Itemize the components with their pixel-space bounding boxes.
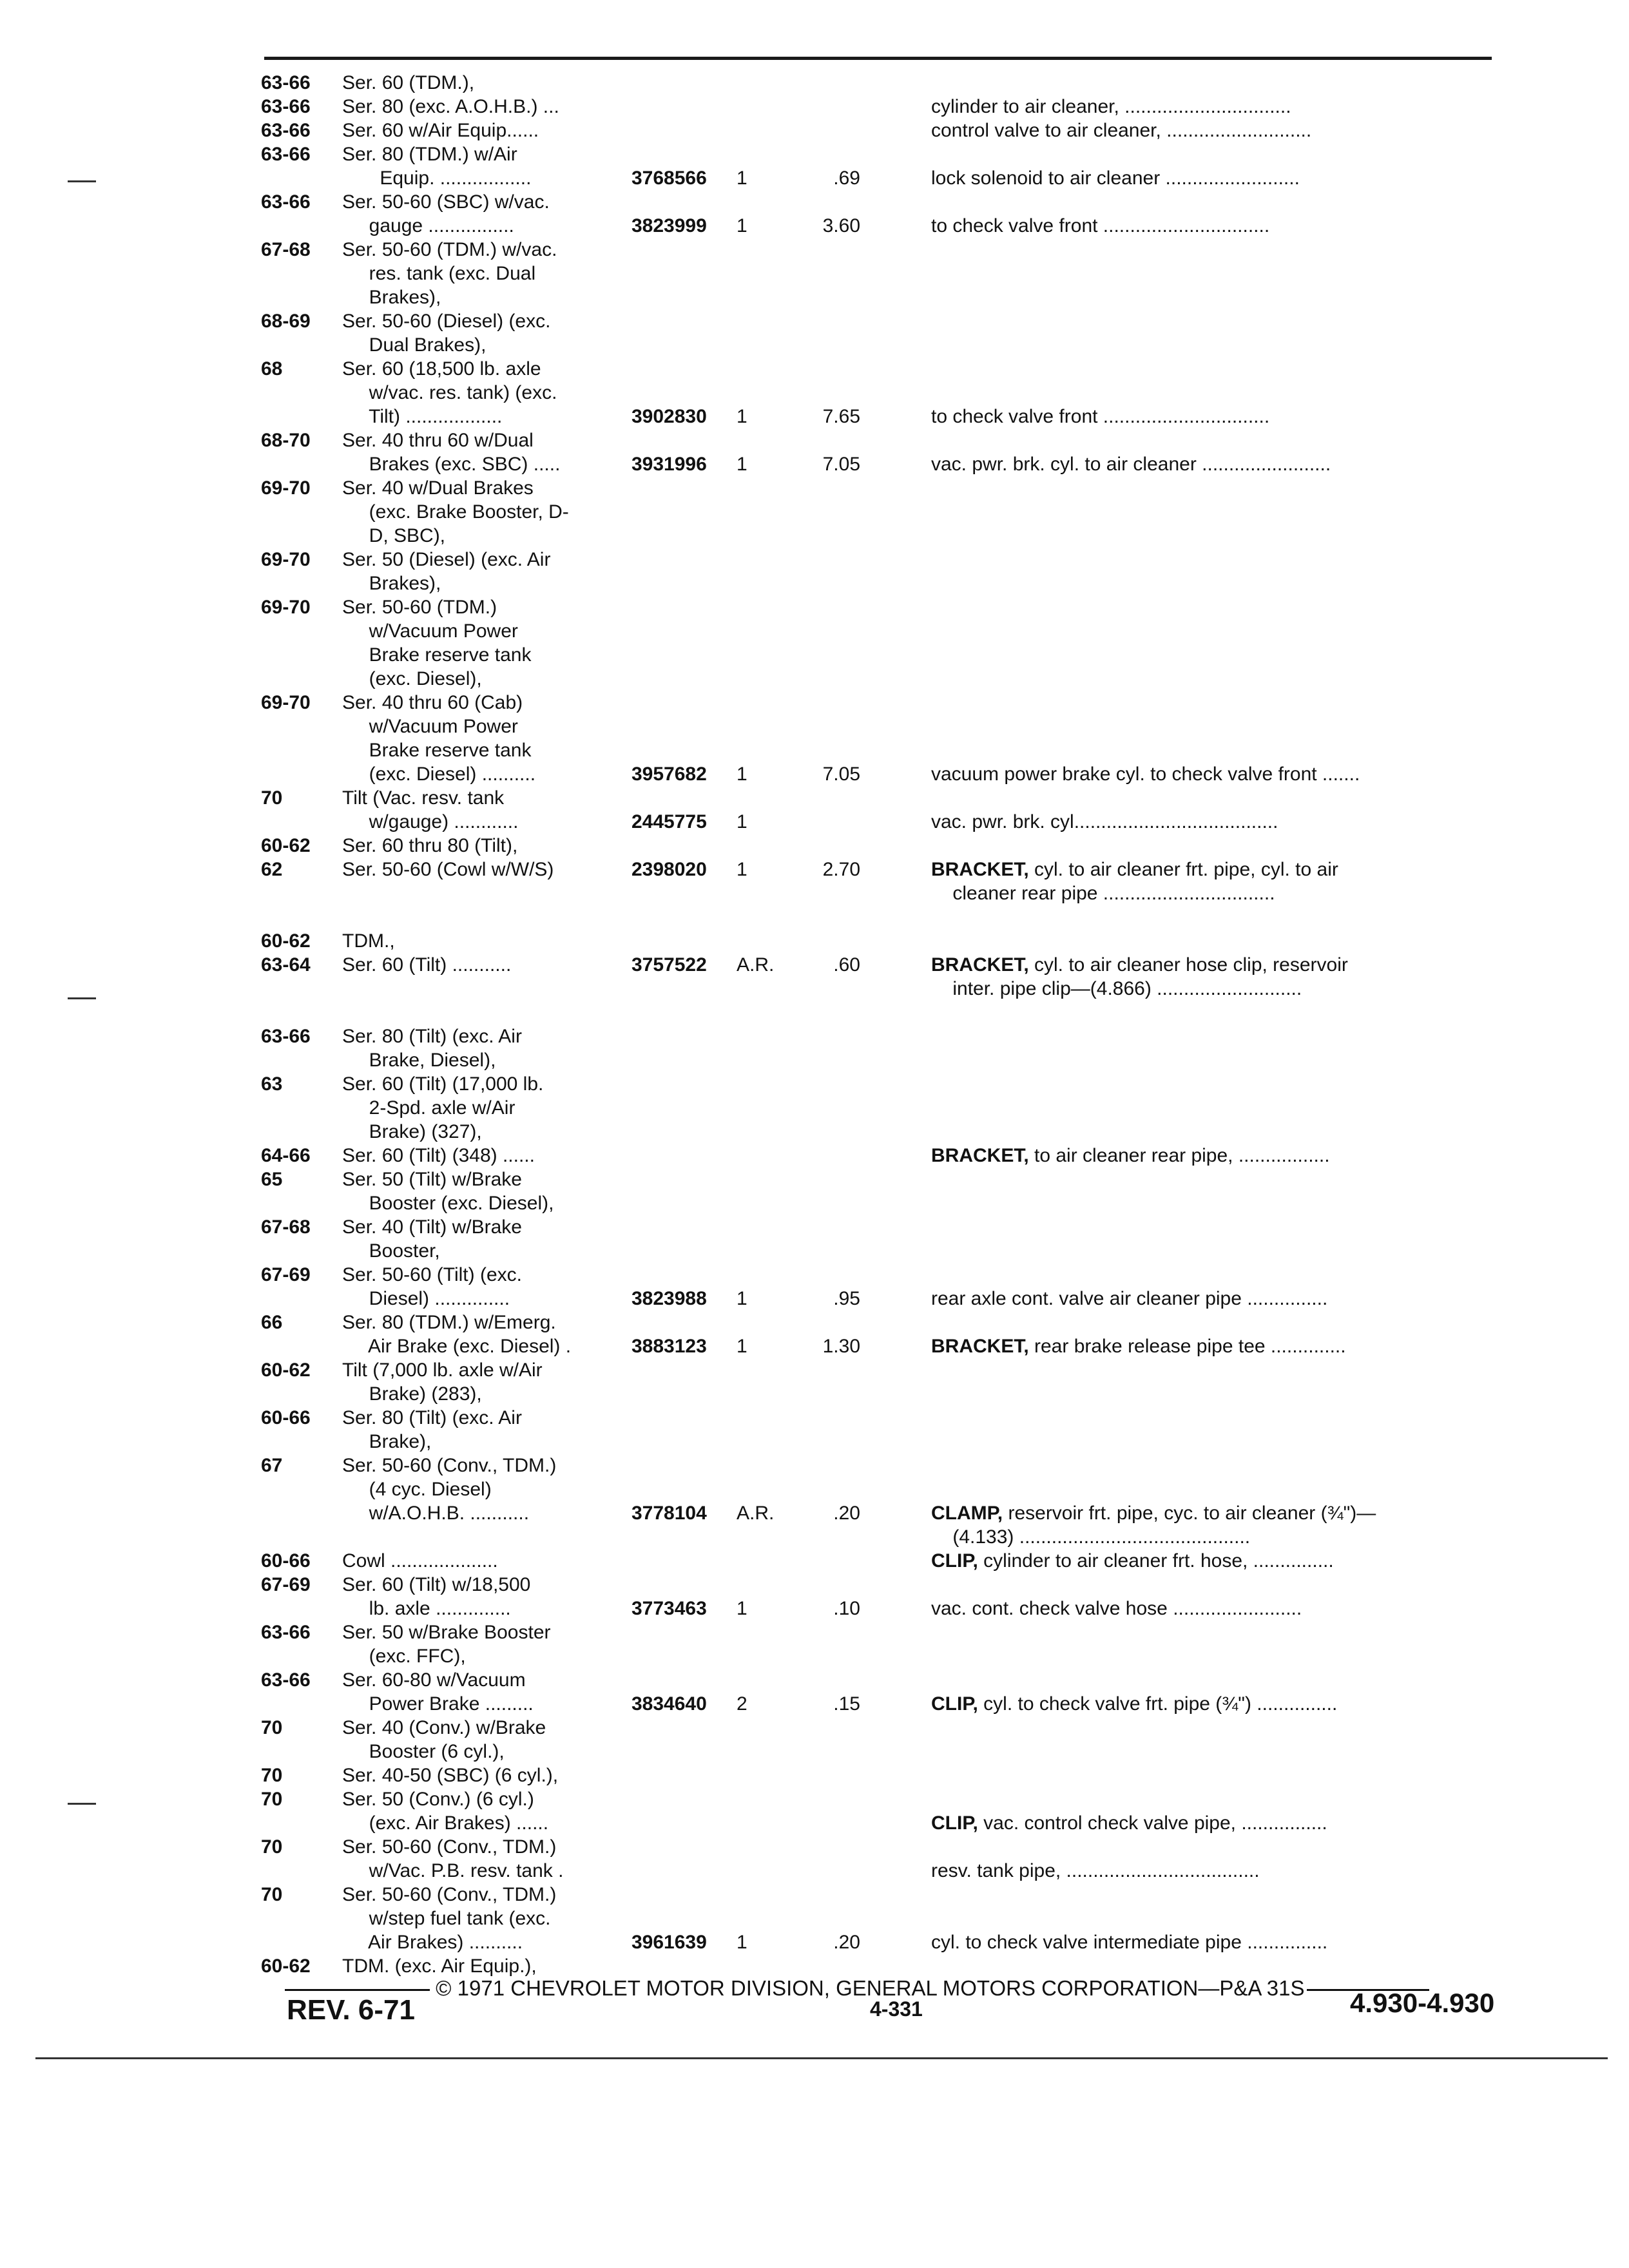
part-description <box>931 858 1521 881</box>
margin-mark <box>68 997 96 999</box>
table-row <box>261 810 1521 834</box>
model-description: Equip. ................. <box>342 168 532 189</box>
part-name: CLIP, <box>931 1812 978 1834</box>
model-description: Brake reserve tank <box>342 740 532 761</box>
part-description <box>931 1811 1521 1835</box>
model-year: 63-66 <box>261 1622 311 1643</box>
part-description-text: reservoir frt. pipe, cyc. to air cleaner (¾")— <box>1003 1503 1376 1524</box>
table-row <box>261 929 1521 953</box>
part-description-text: cyl. to check valve intermediate pipe ............... <box>931 1932 1328 1953</box>
table-row <box>261 476 1521 500</box>
part-name: CLIP, <box>931 1693 978 1715</box>
table-row <box>261 548 1521 572</box>
part-description-text: control valve to air cleaner, ........................... <box>931 120 1312 141</box>
table-row <box>261 262 1521 285</box>
model-year: 70 <box>261 1789 283 1810</box>
part-description-text: rear brake release pipe tee .............. <box>1028 1336 1346 1357</box>
price: .20 <box>833 1932 860 1953</box>
part-description-text: cleaner rear pipe ................................ <box>931 883 1275 904</box>
part-description <box>931 1501 1521 1525</box>
price: .60 <box>833 954 860 975</box>
part-description-text: vac. cont. check valve hose ........................ <box>931 1598 1302 1619</box>
part-description <box>931 1287 1521 1311</box>
part-description <box>931 405 1521 428</box>
margin-mark <box>68 1803 96 1805</box>
model-year: 63-66 <box>261 191 311 213</box>
parts-table <box>261 71 1521 1978</box>
part-number: 2398020 <box>631 859 707 880</box>
price: 7.05 <box>822 764 860 785</box>
part-number: 3957682 <box>631 764 707 785</box>
table-row <box>261 1024 1521 1048</box>
part-description <box>931 881 1521 905</box>
model-year: 69-70 <box>261 549 311 570</box>
table-row <box>261 1859 1521 1883</box>
model-description: w/Vacuum Power <box>342 620 518 642</box>
part-name: BRACKET, <box>931 954 1029 975</box>
table-row <box>261 1597 1521 1620</box>
model-year: 70 <box>261 1836 283 1858</box>
part-number: 3778104 <box>631 1503 707 1524</box>
price: .15 <box>833 1693 860 1715</box>
price: 1.30 <box>822 1336 860 1357</box>
model-description: Ser. 80 (exc. A.O.H.B.) ... <box>342 96 559 117</box>
part-description <box>931 1930 1521 1954</box>
model-year: 63-66 <box>261 144 311 165</box>
part-number: 3757522 <box>631 954 707 975</box>
model-year: 68 <box>261 358 283 380</box>
model-description: Ser. 60 (Tilt) (17,000 lb. <box>342 1073 544 1095</box>
part-description-text: to air cleaner rear pipe, ................. <box>1028 1145 1330 1166</box>
model-description: Ser. 50-60 (TDM.) <box>342 597 497 618</box>
table-row <box>261 309 1521 333</box>
model-year: 65 <box>261 1169 283 1190</box>
model-description: Ser. 80 (TDM.) w/Emerg. <box>342 1312 556 1333</box>
part-description-text: vac. control check valve pipe, ................ <box>978 1812 1327 1834</box>
table-row <box>261 524 1521 548</box>
part-name: BRACKET, <box>931 859 1029 880</box>
table-row <box>261 1406 1521 1430</box>
part-number: 3773463 <box>631 1598 707 1619</box>
model-description: Ser. 50-60 (Tilt) (exc. <box>342 1264 522 1285</box>
table-row <box>261 858 1521 881</box>
table-row <box>261 691 1521 715</box>
table-row <box>261 381 1521 405</box>
table-row <box>261 1644 1521 1668</box>
model-year: 60-62 <box>261 930 311 952</box>
model-year: 67-68 <box>261 1216 311 1238</box>
model-year: 60-62 <box>261 835 311 856</box>
quantity: 1 <box>737 454 747 475</box>
part-description-text: vacuum power brake cyl. to check valve front ....... <box>931 764 1360 785</box>
model-year: 63 <box>261 1073 283 1095</box>
table-row <box>261 643 1521 667</box>
part-number: 3883123 <box>631 1336 707 1357</box>
table-row <box>261 1740 1521 1763</box>
model-year: 63-66 <box>261 96 311 117</box>
model-year: 63-66 <box>261 1669 311 1691</box>
model-year: 63-66 <box>261 72 311 93</box>
quantity: A.R. <box>737 1503 775 1524</box>
table-row <box>261 619 1521 643</box>
model-year: 62 <box>261 859 283 880</box>
model-description: Booster (6 cyl.), <box>342 1741 505 1762</box>
model-description: Ser. 50 w/Brake Booster <box>342 1622 551 1643</box>
model-year: 63-66 <box>261 120 311 141</box>
part-name: CLAMP, <box>931 1503 1003 1524</box>
table-row <box>261 905 1521 929</box>
part-description <box>931 1144 1521 1168</box>
table-row <box>261 166 1521 190</box>
model-description: Ser. 60 w/Air Equip...... <box>342 120 539 141</box>
quantity: 1 <box>737 1598 747 1619</box>
model-year: 68-70 <box>261 430 311 451</box>
table-row <box>261 1430 1521 1454</box>
model-description: Brake reserve tank <box>342 644 532 666</box>
model-description: Air Brake (exc. Diesel) . <box>342 1336 572 1357</box>
price: 3.60 <box>822 215 860 236</box>
table-row <box>261 1763 1521 1787</box>
model-description: (exc. Air Brakes) ...... <box>342 1812 549 1834</box>
table-row <box>261 1692 1521 1716</box>
part-description-text: inter. pipe clip—(4.866) ........................... <box>931 978 1302 999</box>
table-row <box>261 1668 1521 1692</box>
price: 7.05 <box>822 454 860 475</box>
bottom-rule <box>35 2057 1608 2059</box>
table-row <box>261 71 1521 95</box>
model-year: 70 <box>261 1765 283 1786</box>
model-description: Ser. 50-60 (SBC) w/vac. <box>342 191 550 213</box>
table-row <box>261 595 1521 619</box>
model-year: 70 <box>261 1884 283 1905</box>
quantity: 1 <box>737 168 747 189</box>
quantity: 1 <box>737 215 747 236</box>
model-description: (exc. FFC), <box>342 1646 466 1667</box>
part-description <box>931 95 1521 119</box>
model-description: Ser. 40-50 (SBC) (6 cyl.), <box>342 1765 559 1786</box>
table-row <box>261 1620 1521 1644</box>
table-row <box>261 190 1521 214</box>
table-row <box>261 428 1521 452</box>
model-description: Ser. 50-60 (TDM.) w/vac. <box>342 239 557 260</box>
table-row <box>261 214 1521 238</box>
table-row <box>261 119 1521 142</box>
table-row <box>261 1215 1521 1239</box>
table-row <box>261 357 1521 381</box>
table-row <box>261 1835 1521 1859</box>
table-row <box>261 715 1521 738</box>
model-description: Ser. 50 (Conv.) (6 cyl.) <box>342 1789 534 1810</box>
part-description-text: cyl. to air cleaner hose clip, reservoir <box>1028 954 1348 975</box>
model-year: 67-69 <box>261 1574 311 1595</box>
model-description: 2-Spd. axle w/Air <box>342 1097 516 1119</box>
model-description: Ser. 50-60 (Conv., TDM.) <box>342 1455 557 1476</box>
model-description: Tilt (7,000 lb. axle w/Air <box>342 1360 543 1381</box>
table-row <box>261 452 1521 476</box>
model-description: w/gauge) ............ <box>342 811 519 832</box>
table-row <box>261 1930 1521 1954</box>
model-year: 70 <box>261 787 283 809</box>
part-number: 3931996 <box>631 454 707 475</box>
table-row <box>261 1287 1521 1311</box>
table-row <box>261 405 1521 428</box>
model-description: TDM., <box>342 930 395 952</box>
table-row <box>261 500 1521 524</box>
price: .69 <box>833 168 860 189</box>
table-row <box>261 238 1521 262</box>
model-description: (4 cyc. Diesel) <box>342 1479 492 1500</box>
model-description: Ser. 60 (Tilt) ........... <box>342 954 512 975</box>
model-description: Ser. 50 (Diesel) (exc. Air <box>342 549 551 570</box>
part-description <box>931 1334 1521 1358</box>
quantity: A.R. <box>737 954 775 975</box>
part-name: CLIP, <box>931 1550 978 1571</box>
part-number: 2445775 <box>631 811 707 832</box>
part-description-text: resv. tank pipe, .................................... <box>931 1860 1260 1881</box>
model-description: Tilt (Vac. resv. tank <box>342 787 505 809</box>
quantity: 1 <box>737 1336 747 1357</box>
model-description: Ser. 40 (Conv.) w/Brake <box>342 1717 546 1738</box>
part-description <box>931 953 1521 977</box>
revision-label: REV. 6-71 <box>287 1994 415 2026</box>
model-description: Ser. 60-80 w/Vacuum <box>342 1669 526 1691</box>
table-row <box>261 1263 1521 1287</box>
table-row <box>261 95 1521 119</box>
price: .95 <box>833 1288 860 1309</box>
table-row <box>261 1716 1521 1740</box>
model-description: Air Brakes) .......... <box>342 1932 523 1953</box>
model-description: w/vac. res. tank) (exc. <box>342 382 557 403</box>
part-description-text: vac. pwr. brk. cyl...................................... <box>931 811 1278 832</box>
copyright-line <box>285 1976 1429 2001</box>
part-description-text: (4.133) ........................................... <box>931 1526 1251 1548</box>
model-description: (exc. Diesel) .......... <box>342 764 536 785</box>
model-description: Ser. 60 thru 80 (Tilt), <box>342 835 518 856</box>
model-description: Ser. 60 (TDM.), <box>342 72 475 93</box>
table-row <box>261 285 1521 309</box>
table-row <box>261 834 1521 858</box>
part-description-text: lock solenoid to air cleaner ......................... <box>931 168 1300 189</box>
model-description: Dual Brakes), <box>342 334 487 356</box>
part-description <box>931 214 1521 238</box>
model-description: w/step fuel tank (exc. <box>342 1908 551 1929</box>
table-row <box>261 1048 1521 1072</box>
model-description: Brake) (327), <box>342 1121 482 1142</box>
model-year: 63-66 <box>261 1026 311 1047</box>
section-number: 4.930-4.930 <box>1350 1988 1495 2018</box>
model-year: 60-62 <box>261 1360 311 1381</box>
part-number: 3961639 <box>631 1932 707 1953</box>
part-description <box>931 1597 1521 1620</box>
table-row <box>261 1072 1521 1096</box>
quantity: 1 <box>737 1288 747 1309</box>
part-description <box>931 1692 1521 1716</box>
part-description <box>931 1525 1521 1549</box>
table-row <box>261 1311 1521 1334</box>
margin-mark <box>68 180 96 182</box>
page-number: 4-331 <box>870 1997 923 2021</box>
price: .20 <box>833 1503 860 1524</box>
part-description <box>931 977 1521 1001</box>
quantity: 2 <box>737 1693 747 1715</box>
model-description: Diesel) .............. <box>342 1288 510 1309</box>
model-description: Ser. 80 (Tilt) (exc. Air <box>342 1026 522 1047</box>
model-description: Brake) (283), <box>342 1383 482 1405</box>
model-description: w/Vacuum Power <box>342 716 518 737</box>
part-name: BRACKET, <box>931 1336 1029 1357</box>
model-description: Ser. 40 w/Dual Brakes <box>342 477 534 499</box>
model-description: D, SBC), <box>342 525 446 546</box>
table-row <box>261 738 1521 762</box>
price: .10 <box>833 1598 860 1619</box>
part-number: 3902830 <box>631 406 707 427</box>
part-description-text: cyl. to air cleaner frt. pipe, cyl. to air <box>1028 859 1338 880</box>
table-row <box>261 786 1521 810</box>
quantity: 1 <box>737 1932 747 1953</box>
model-description: Ser. 80 (Tilt) (exc. Air <box>342 1407 522 1428</box>
model-year: 60-62 <box>261 1956 311 1977</box>
table-row <box>261 1811 1521 1835</box>
part-description <box>931 452 1521 476</box>
model-description: Ser. 50-60 (Cowl w/W/S) <box>342 859 554 880</box>
model-description: Ser. 40 (Tilt) w/Brake <box>342 1216 522 1238</box>
part-description <box>931 1549 1521 1573</box>
price: 2.70 <box>822 859 860 880</box>
copyright-text: © 1971 CHEVROLET MOTOR DIVISION, GENERAL MOTORS CORPORATION—P&A 31S <box>436 1976 1305 2000</box>
model-year: 66 <box>261 1312 283 1333</box>
table-row <box>261 1239 1521 1263</box>
table-row <box>261 953 1521 977</box>
model-year: 69-70 <box>261 477 311 499</box>
table-row <box>261 572 1521 595</box>
table-row <box>261 142 1521 166</box>
part-description <box>931 1859 1521 1883</box>
part-description <box>931 119 1521 142</box>
model-description: Brakes (exc. SBC) ..... <box>342 454 561 475</box>
model-description: Brake), <box>342 1431 432 1452</box>
model-year: 68-69 <box>261 311 311 332</box>
table-row <box>261 1573 1521 1597</box>
table-row <box>261 1358 1521 1382</box>
model-year: 69-70 <box>261 692 311 713</box>
model-description: Ser. 40 thru 60 w/Dual <box>342 430 534 451</box>
model-year: 67 <box>261 1455 283 1476</box>
part-description-text: cylinder to air cleaner, ............................... <box>931 96 1291 117</box>
table-row <box>261 1382 1521 1406</box>
quantity: 1 <box>737 764 747 785</box>
model-description: w/Vac. P.B. resv. tank . <box>342 1860 564 1881</box>
model-description: Ser. 60 (Tilt) (348) ...... <box>342 1145 535 1166</box>
table-row <box>261 1954 1521 1978</box>
model-description: Brake, Diesel), <box>342 1050 496 1071</box>
model-description: TDM. (exc. Air Equip.), <box>342 1956 537 1977</box>
model-description: Brakes), <box>342 287 441 308</box>
model-year: 64-66 <box>261 1145 311 1166</box>
model-description: res. tank (exc. Dual <box>342 263 536 284</box>
model-year: 67-68 <box>261 239 311 260</box>
model-year: 60-66 <box>261 1550 311 1571</box>
model-description: Booster, <box>342 1240 440 1262</box>
model-description: Ser. 60 (Tilt) w/18,500 <box>342 1574 531 1595</box>
model-description: Ser. 40 thru 60 (Cab) <box>342 692 523 713</box>
model-description: Ser. 60 (18,500 lb. axle <box>342 358 541 380</box>
part-description-text: cylinder to air cleaner frt. hose, ............... <box>978 1550 1334 1571</box>
table-row <box>261 1120 1521 1144</box>
model-description: w/A.O.H.B. ........... <box>342 1503 530 1524</box>
model-description: lb. axle .............. <box>342 1598 511 1619</box>
table-row <box>261 1096 1521 1120</box>
quantity: 1 <box>737 859 747 880</box>
model-description: Cowl .................... <box>342 1550 498 1571</box>
part-number: 3768566 <box>631 168 707 189</box>
table-row <box>261 1907 1521 1930</box>
part-number: 3834640 <box>631 1693 707 1715</box>
table-row <box>261 1501 1521 1525</box>
table-row <box>261 1454 1521 1477</box>
quantity: 1 <box>737 406 747 427</box>
model-year: 69-70 <box>261 597 311 618</box>
model-year: 67-69 <box>261 1264 311 1285</box>
table-row <box>261 1787 1521 1811</box>
table-row <box>261 1883 1521 1907</box>
model-year: 60-66 <box>261 1407 311 1428</box>
table-row <box>261 762 1521 786</box>
part-description-text: cyl. to check valve frt. pipe (¾") ............... <box>978 1693 1338 1715</box>
model-year: 63-64 <box>261 954 311 975</box>
part-description <box>931 810 1521 834</box>
table-row <box>261 1144 1521 1168</box>
table-row <box>261 1549 1521 1573</box>
table-row <box>261 1525 1521 1549</box>
table-row <box>261 1191 1521 1215</box>
model-description: (exc. Diesel), <box>342 668 482 689</box>
model-description: Ser. 80 (TDM.) w/Air <box>342 144 517 165</box>
table-row <box>261 1001 1521 1024</box>
table-row <box>261 1334 1521 1358</box>
model-description: Tilt) .................. <box>342 406 503 427</box>
part-description-text: rear axle cont. valve air cleaner pipe ............... <box>931 1288 1328 1309</box>
table-row <box>261 667 1521 691</box>
model-description: Power Brake ......... <box>342 1693 534 1715</box>
top-rule <box>264 57 1492 60</box>
table-row <box>261 977 1521 1001</box>
model-description: (exc. Brake Booster, D- <box>342 501 569 523</box>
quantity: 1 <box>737 811 747 832</box>
model-description: Booster (exc. Diesel), <box>342 1193 554 1214</box>
model-description: Ser. 50 (Tilt) w/Brake <box>342 1169 522 1190</box>
table-row <box>261 1168 1521 1191</box>
part-description-text: vac. pwr. brk. cyl. to air cleaner ........................ <box>931 454 1331 475</box>
model-description: Ser. 50-60 (Diesel) (exc. <box>342 311 551 332</box>
price: 7.65 <box>822 406 860 427</box>
table-row <box>261 1477 1521 1501</box>
model-description: Ser. 50-60 (Conv., TDM.) <box>342 1884 557 1905</box>
part-name: BRACKET, <box>931 1145 1029 1166</box>
table-row <box>261 333 1521 357</box>
model-description: gauge ................ <box>342 215 514 236</box>
part-description-text: to check valve front ............................... <box>931 406 1270 427</box>
table-row <box>261 881 1521 905</box>
part-description-text: to check valve front ............................... <box>931 215 1270 236</box>
part-description <box>931 166 1521 190</box>
model-description: Brakes), <box>342 573 441 594</box>
model-description: Ser. 50-60 (Conv., TDM.) <box>342 1836 557 1858</box>
part-number: 3823988 <box>631 1288 707 1309</box>
part-description <box>931 762 1521 786</box>
part-number: 3823999 <box>631 215 707 236</box>
model-year: 70 <box>261 1717 283 1738</box>
